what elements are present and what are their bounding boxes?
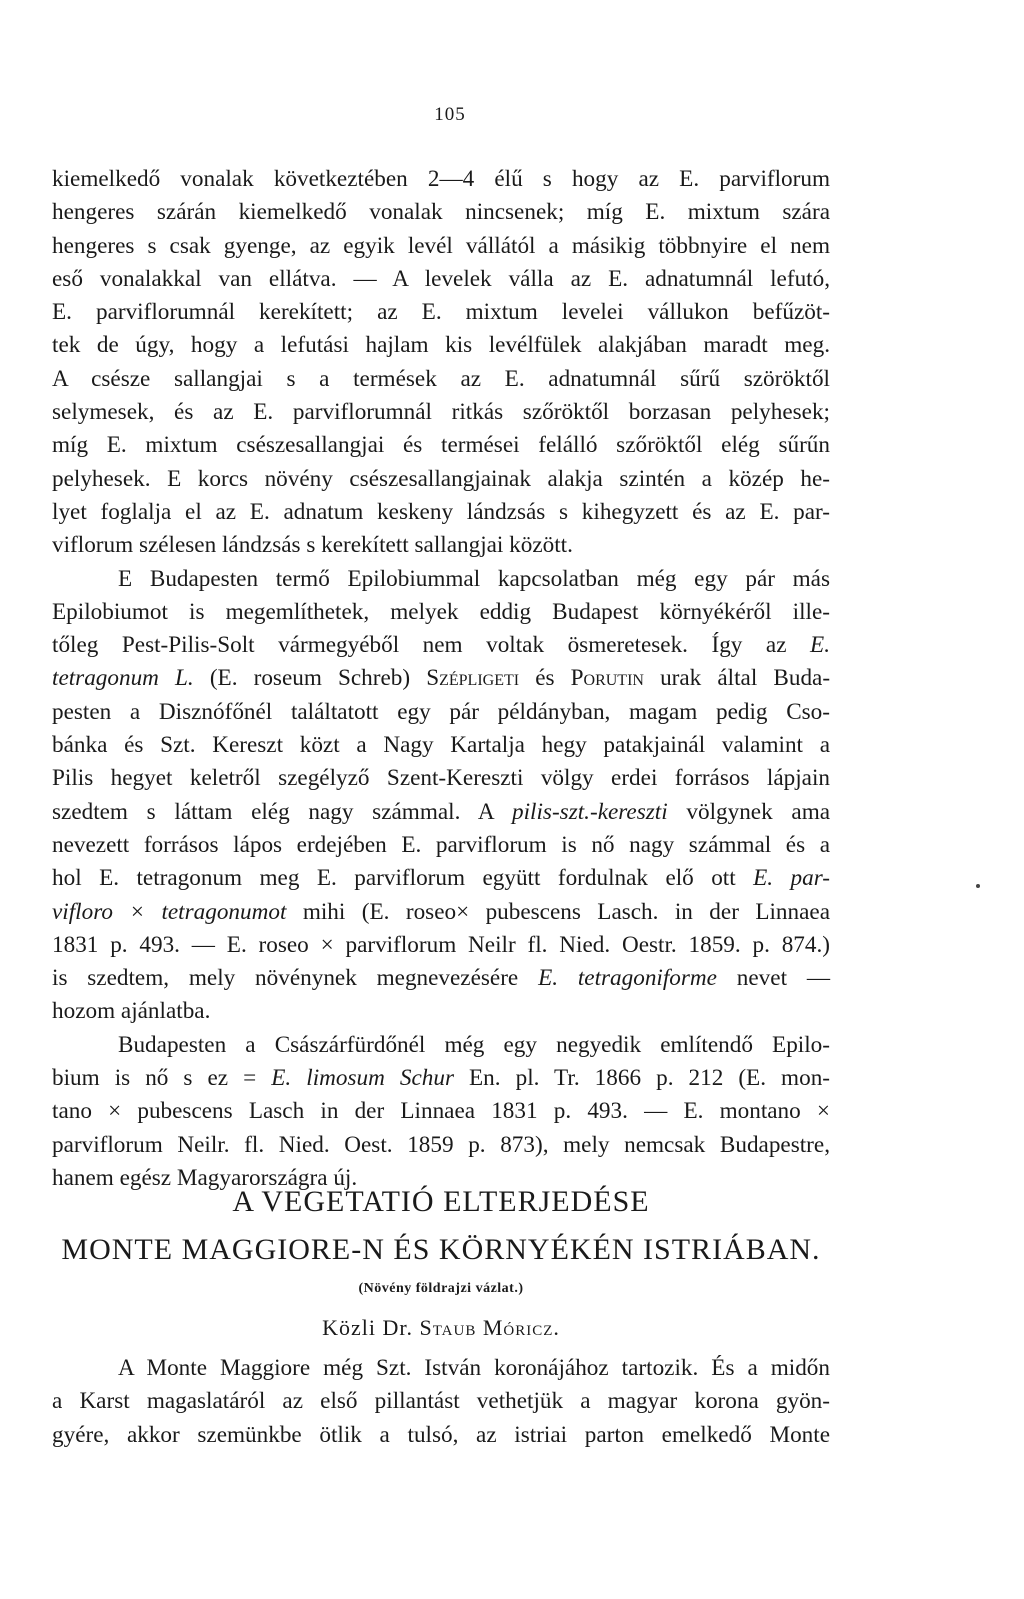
text-line: pelyhesek. E korcs növény csészesallangjainak alakja szintén a közép he- xyxy=(52,465,830,492)
article-opening xyxy=(52,1352,830,1452)
body-text xyxy=(52,163,830,1195)
text-run: szedtem s láttam elég nagy számmal. A xyxy=(52,798,494,825)
text-line: parviflorum Neilr. fl. Nied. Oest. 1859 p. 873), mely nemcsak Budapestre, xyxy=(52,1131,830,1158)
text-line: A Monte Maggiore még Szt. István koronájához tartozik. És a midőn xyxy=(118,1355,830,1381)
text-run: urak által Buda- xyxy=(660,665,831,692)
text-run: mihi (E. roseo× pubescens Lasch. in der Linnaea xyxy=(302,898,830,925)
text-run: bium is nő s ez = xyxy=(52,1065,257,1092)
text-line: eső vonalakkal van ellátva. — A levelek válla az E. adnatumnál lefutó, xyxy=(52,265,830,292)
article-title-line-1: A VEGETATIÓ ELTERJEDÉSE xyxy=(232,1185,650,1218)
text-line: A csésze sallangjai s a termések az E. adnatumnál sűrű szöröktől xyxy=(52,365,830,392)
text-line: nevezett forrásos lápos erdejében E. parviflorum is nő nagy számmal és a xyxy=(52,831,830,858)
text-line: 1831 p. 493. — E. roseo × parviflorum Neilr fl. Nied. Oestr. 1859. p. 874.) xyxy=(52,931,830,958)
species-name: E. par- xyxy=(753,865,831,892)
text-line: gyére, akkor szemünkbe ötlik a tulsó, az istriai parton emelkedő Monte xyxy=(52,1421,830,1448)
text-run: és xyxy=(535,665,555,692)
text-run: En. pl. Tr. 1866 p. 212 (E. mon- xyxy=(469,1065,831,1092)
species-name: E. tetragoniforme xyxy=(538,965,717,992)
text-line: hengeres s csak gyenge, az egyik levél vállától a másikig többnyire el nem xyxy=(52,232,830,259)
species-name: vifloro × tetragonumot xyxy=(52,898,287,925)
text-line: pesten a Disznófőnél találtatott egy pár példányban, magam pedig Cso- xyxy=(52,698,830,725)
text-line: selymesek, és az E. parviflorumnál ritkás szőröktől borzasan pelyhesek; xyxy=(52,399,830,426)
text-line xyxy=(52,662,830,695)
paragraph-3 xyxy=(52,1029,830,1195)
text-line: hanem egész Magyarországra új. xyxy=(52,1164,358,1191)
text-line: bánka és Szt. Kereszt közt a Nagy Kartalja hegy patakjainál valamint a xyxy=(52,732,830,759)
article-title-line-2: MONTE MAGGIORE-N ÉS KÖRNYÉKÉN ISTRIÁBAN. xyxy=(61,1233,821,1266)
text-line: Epilobiumot is megemlíthetek, melyek eddig Budapest környékéről ille- xyxy=(52,598,830,625)
text-line: viflorum szélesen lándzsás s kerekített sallangjai között. xyxy=(52,532,573,559)
text-line: tek de úgy, hogy a lefutási hajlam kis levélfülek alakjában maradt meg. xyxy=(52,332,830,359)
person-name: Szépligeti xyxy=(426,665,520,692)
paragraph-2 xyxy=(52,563,830,1029)
text-line: míg E. mixtum csészesallangjai és termései felálló szőröktől elég sűrűn xyxy=(52,432,830,459)
text-line: Pilis hegyet keletről szegélyző Szent-Kereszti völgy erdei forrásos lápjain xyxy=(52,765,830,792)
text-run: völgynek ama xyxy=(686,798,831,825)
text-line xyxy=(52,862,830,895)
page-number: 105 xyxy=(434,104,466,125)
text-run: nevet — xyxy=(736,965,831,992)
text-line: tano × pubescens Lasch in der Linnaea 1831 p. 493. — E. montano × xyxy=(52,1098,830,1125)
species-name: E. limosum Schur xyxy=(271,1065,454,1092)
author-name: Staub Móricz. xyxy=(419,1315,560,1340)
text-line xyxy=(52,962,830,995)
text-line: lyet foglalja el az E. adnatum keskeny lándzsás s kihegyzett és az E. par- xyxy=(52,498,830,525)
text-run: (E. roseum Schreb) xyxy=(209,665,411,692)
text-line xyxy=(52,629,830,662)
text-run: is szedtem, mely növénynek megnevezésére xyxy=(52,965,519,992)
text-line: kiemelkedő vonalak következtében 2—4 élű s hogy az E. parviflorum xyxy=(52,166,830,192)
text-run: hol E. tetragonum meg E. parviflorum együtt fordulnak elő ott xyxy=(52,865,736,892)
place-name: pilis-szt.-kereszti xyxy=(512,798,668,825)
text-line: hozom ajánlatba. xyxy=(52,998,211,1025)
text-line xyxy=(52,896,830,929)
article-subtitle: (Növény földrajzi vázlat.) xyxy=(358,1281,524,1296)
text-line xyxy=(52,1062,830,1095)
person-name: Porutin xyxy=(570,665,644,692)
text-line: hengeres szárán kiemelkedő vonalak nincsenek; míg E. mixtum szára xyxy=(52,199,830,226)
text-run: tőleg Pest-Pilis-Solt vármegyéből nem voltak ösmeretesek. Így az xyxy=(52,632,787,659)
text-line: E. parviflorumnál kerekített; az E. mixtum levelei vállukon befűzöt- xyxy=(52,299,830,326)
species-name: E. xyxy=(810,632,830,659)
text-line: E Budapesten termő Epilobiummal kapcsolatban még egy pár más xyxy=(118,565,830,592)
scan-speck xyxy=(976,884,980,888)
paragraph-1 xyxy=(52,163,830,563)
species-name: tetragonum L. xyxy=(52,665,194,692)
text-line: Budapesten a Császárfürdőnél még egy negyedik említendő Epilo- xyxy=(118,1031,830,1058)
text-line xyxy=(52,796,830,829)
text-line: a Karst magaslatáról az első pillantást vethetjük a magyar korona gyön- xyxy=(52,1388,830,1415)
author-prefix: Közli Dr. xyxy=(322,1315,413,1340)
article-author xyxy=(52,1315,830,1341)
